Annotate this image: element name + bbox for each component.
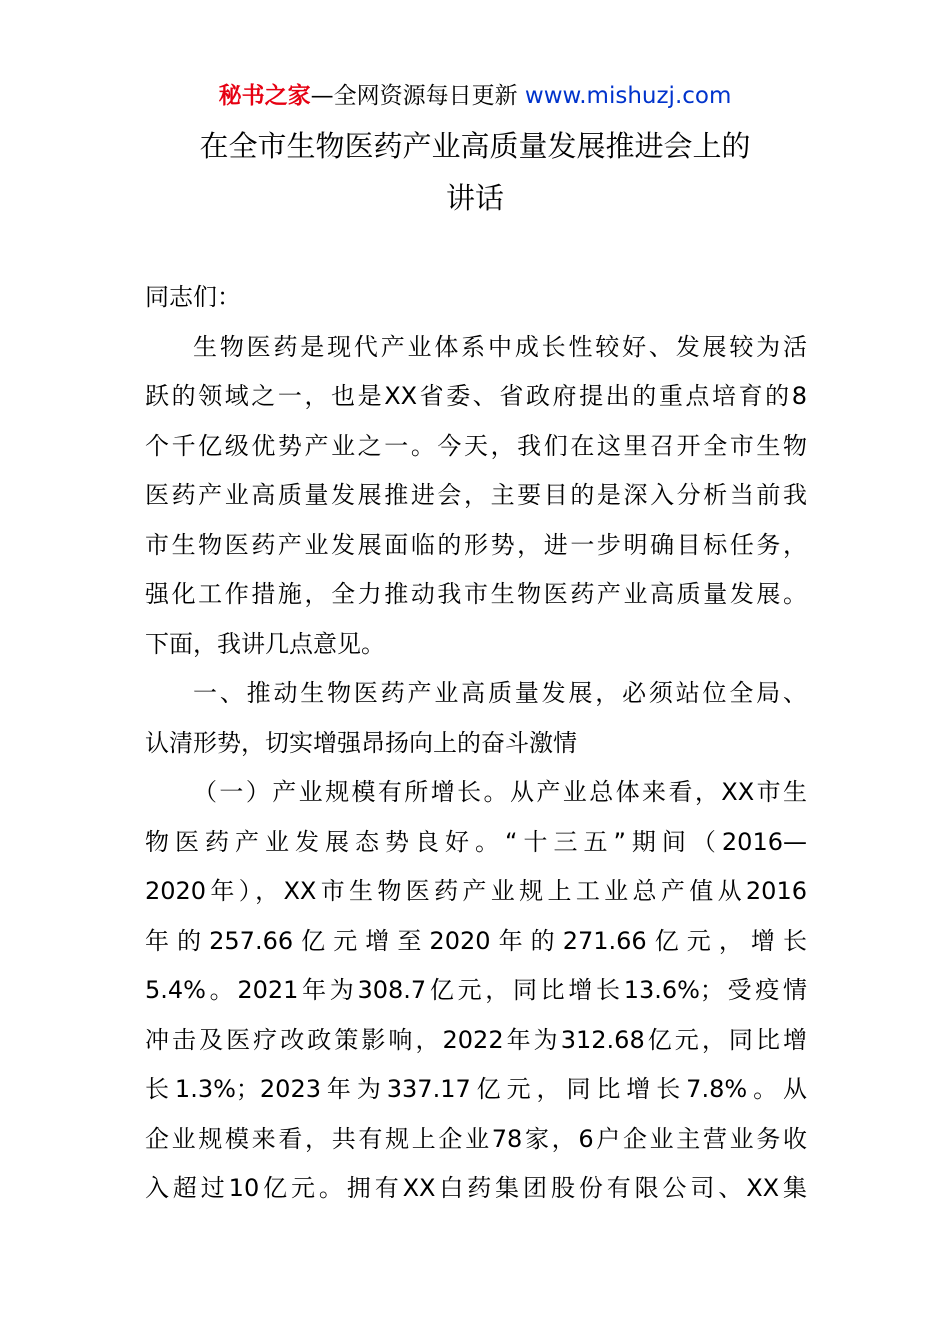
banner-tagline: —全网资源每日更新 [310,83,518,109]
paragraph-line: 强化工作措施，全力推动我市生物医药产业高质量发展。 [145,580,807,608]
site-url-link[interactable]: www.mishuzj.com [524,83,732,109]
paragraph-line: 年的257.66亿元增至2020年的271.66亿元，增长 [145,927,807,955]
document-title-line-1: 在全市生物医药产业高质量发展推进会上的 [199,129,751,163]
paragraph-line: 2020年），XX市生物医药产业规上工业总产值从2016 [145,877,807,905]
paragraph-line: 跃的领域之一，也是XX省委、省政府提出的重点培育的8 [145,382,807,410]
salutation: 同志们： [145,283,241,311]
paragraph-line: 医药产业高质量发展推进会，主要目的是深入分析当前我 [145,481,807,509]
paragraph-line: （一）产业规模有所增长。从产业总体来看，XX市生 [193,778,807,806]
paragraph-line: 冲击及医疗改政策影响，2022年为312.68亿元，同比增 [145,1026,807,1054]
section-heading-line: 一、推动生物医药产业高质量发展，必须站位全局、 [193,679,807,707]
document-title-line-2: 讲话 [445,181,504,215]
site-banner [0,80,950,112]
paragraph-line: 市生物医药产业发展面临的形势，进一步明确目标任务， [145,531,807,559]
section-heading-line: 认清形势，切实增强昂扬向上的奋斗激情 [145,729,577,757]
paragraph-line: 5.4%。2021年为308.7亿元，同比增长13.6%；受疫情 [145,976,807,1004]
paragraph-line: 入超过10亿元。拥有XX白药集团股份有限公司、XX集 [145,1174,807,1202]
paragraph-line: 物医药产业发展态势良好。“十三五”期间（2016— [145,828,807,856]
paragraph-line: 下面，我讲几点意见。 [145,630,385,658]
paragraph-line: 长1.3%；2023年为337.17亿元，同比增长7.8%。从 [145,1075,807,1103]
paragraph-line: 企业规模来看，共有规上企业78家，6户企业主营业务收 [145,1125,807,1153]
brand-name: 秘书之家 [218,83,311,109]
paragraph-line: 个千亿级优势产业之一。今天，我们在这里召开全市生物 [145,432,807,460]
paragraph-line: 生物医药是现代产业体系中成长性较好、发展较为活 [193,333,807,361]
